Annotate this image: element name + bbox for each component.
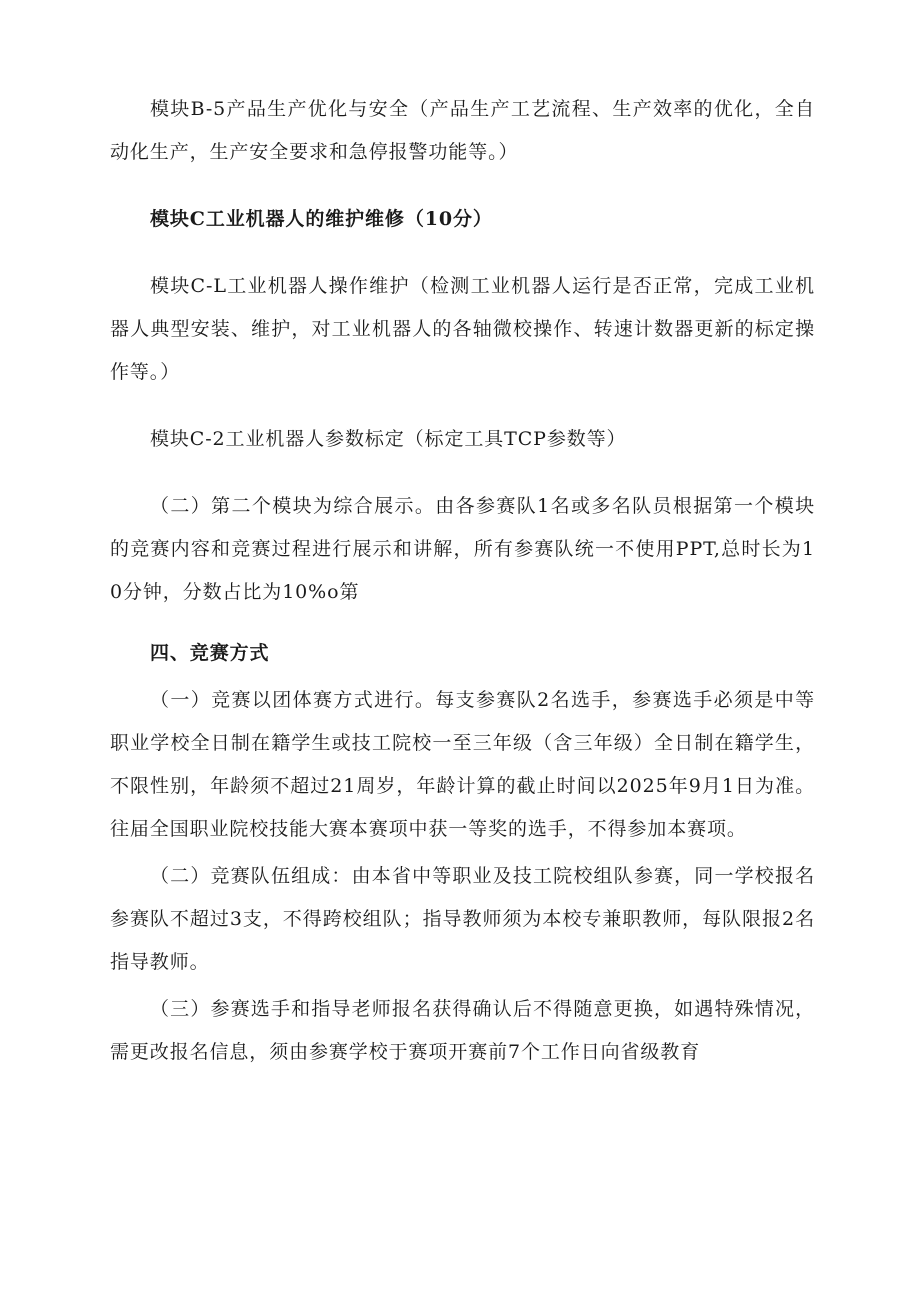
paragraph-second-module: （二）第二个模块为综合展示。由各参赛队1名或多名队员根据第一个模块的竞赛内容和竞赛过程进行展示和讲解，所有参赛队统一不使用PPT,总时长为10分钟，分数占比为10%o第	[110, 495, 815, 603]
paragraph-registration-change: （三）参赛选手和指导老师报名获得确认后不得随意更换，如遇特殊情况，需更改报名信息，须由参赛学校于赛项开赛前7个工作日向省级教育	[110, 998, 815, 1063]
paragraph-module-c2: 模块C-2工业机器人参数标定（标定工具TCP参数等）	[150, 428, 627, 450]
heading-competition-format: 四、竞赛方式	[150, 642, 270, 664]
heading-module-c: 模块C工业机器人的维护维修（10分）	[150, 208, 493, 230]
paragraph-team-composition: （二）竞赛队伍组成：由本省中等职业及技工院校组队参赛，同一学校报名参赛队不超过3支，不得跨校组队；指导教师须为本校专兼职教师，每队限报2名指导教师。	[110, 865, 815, 973]
paragraph-module-c1: 模块C-L工业机器人操作维护（检测工业机器人运行是否正常，完成工业机器人典型安装、维护，对工业机器人的各轴微校操作、转速计数器更新的标定操作等。）	[110, 275, 815, 383]
document-body	[110, 88, 815, 1074]
paragraph-module-b5: 模块B-5产品生产优化与安全（产品生产工艺流程、生产效率的优化，全自动化生产，生产安全要求和急停报警功能等。）	[110, 98, 815, 163]
paragraph-team-format: （一）竞赛以团体赛方式进行。每支参赛队2名选手，参赛选手必须是中等职业学校全日制在籍学生或技工院校一至三年级（含三年级）全日制在籍学生，不限性别，年龄须不超过21周岁，年龄计算的截止时间以2025年9月1日为准。往届全国职业院校技能大赛本赛项中获一等奖的选手，不得参加本赛项。	[110, 689, 815, 840]
